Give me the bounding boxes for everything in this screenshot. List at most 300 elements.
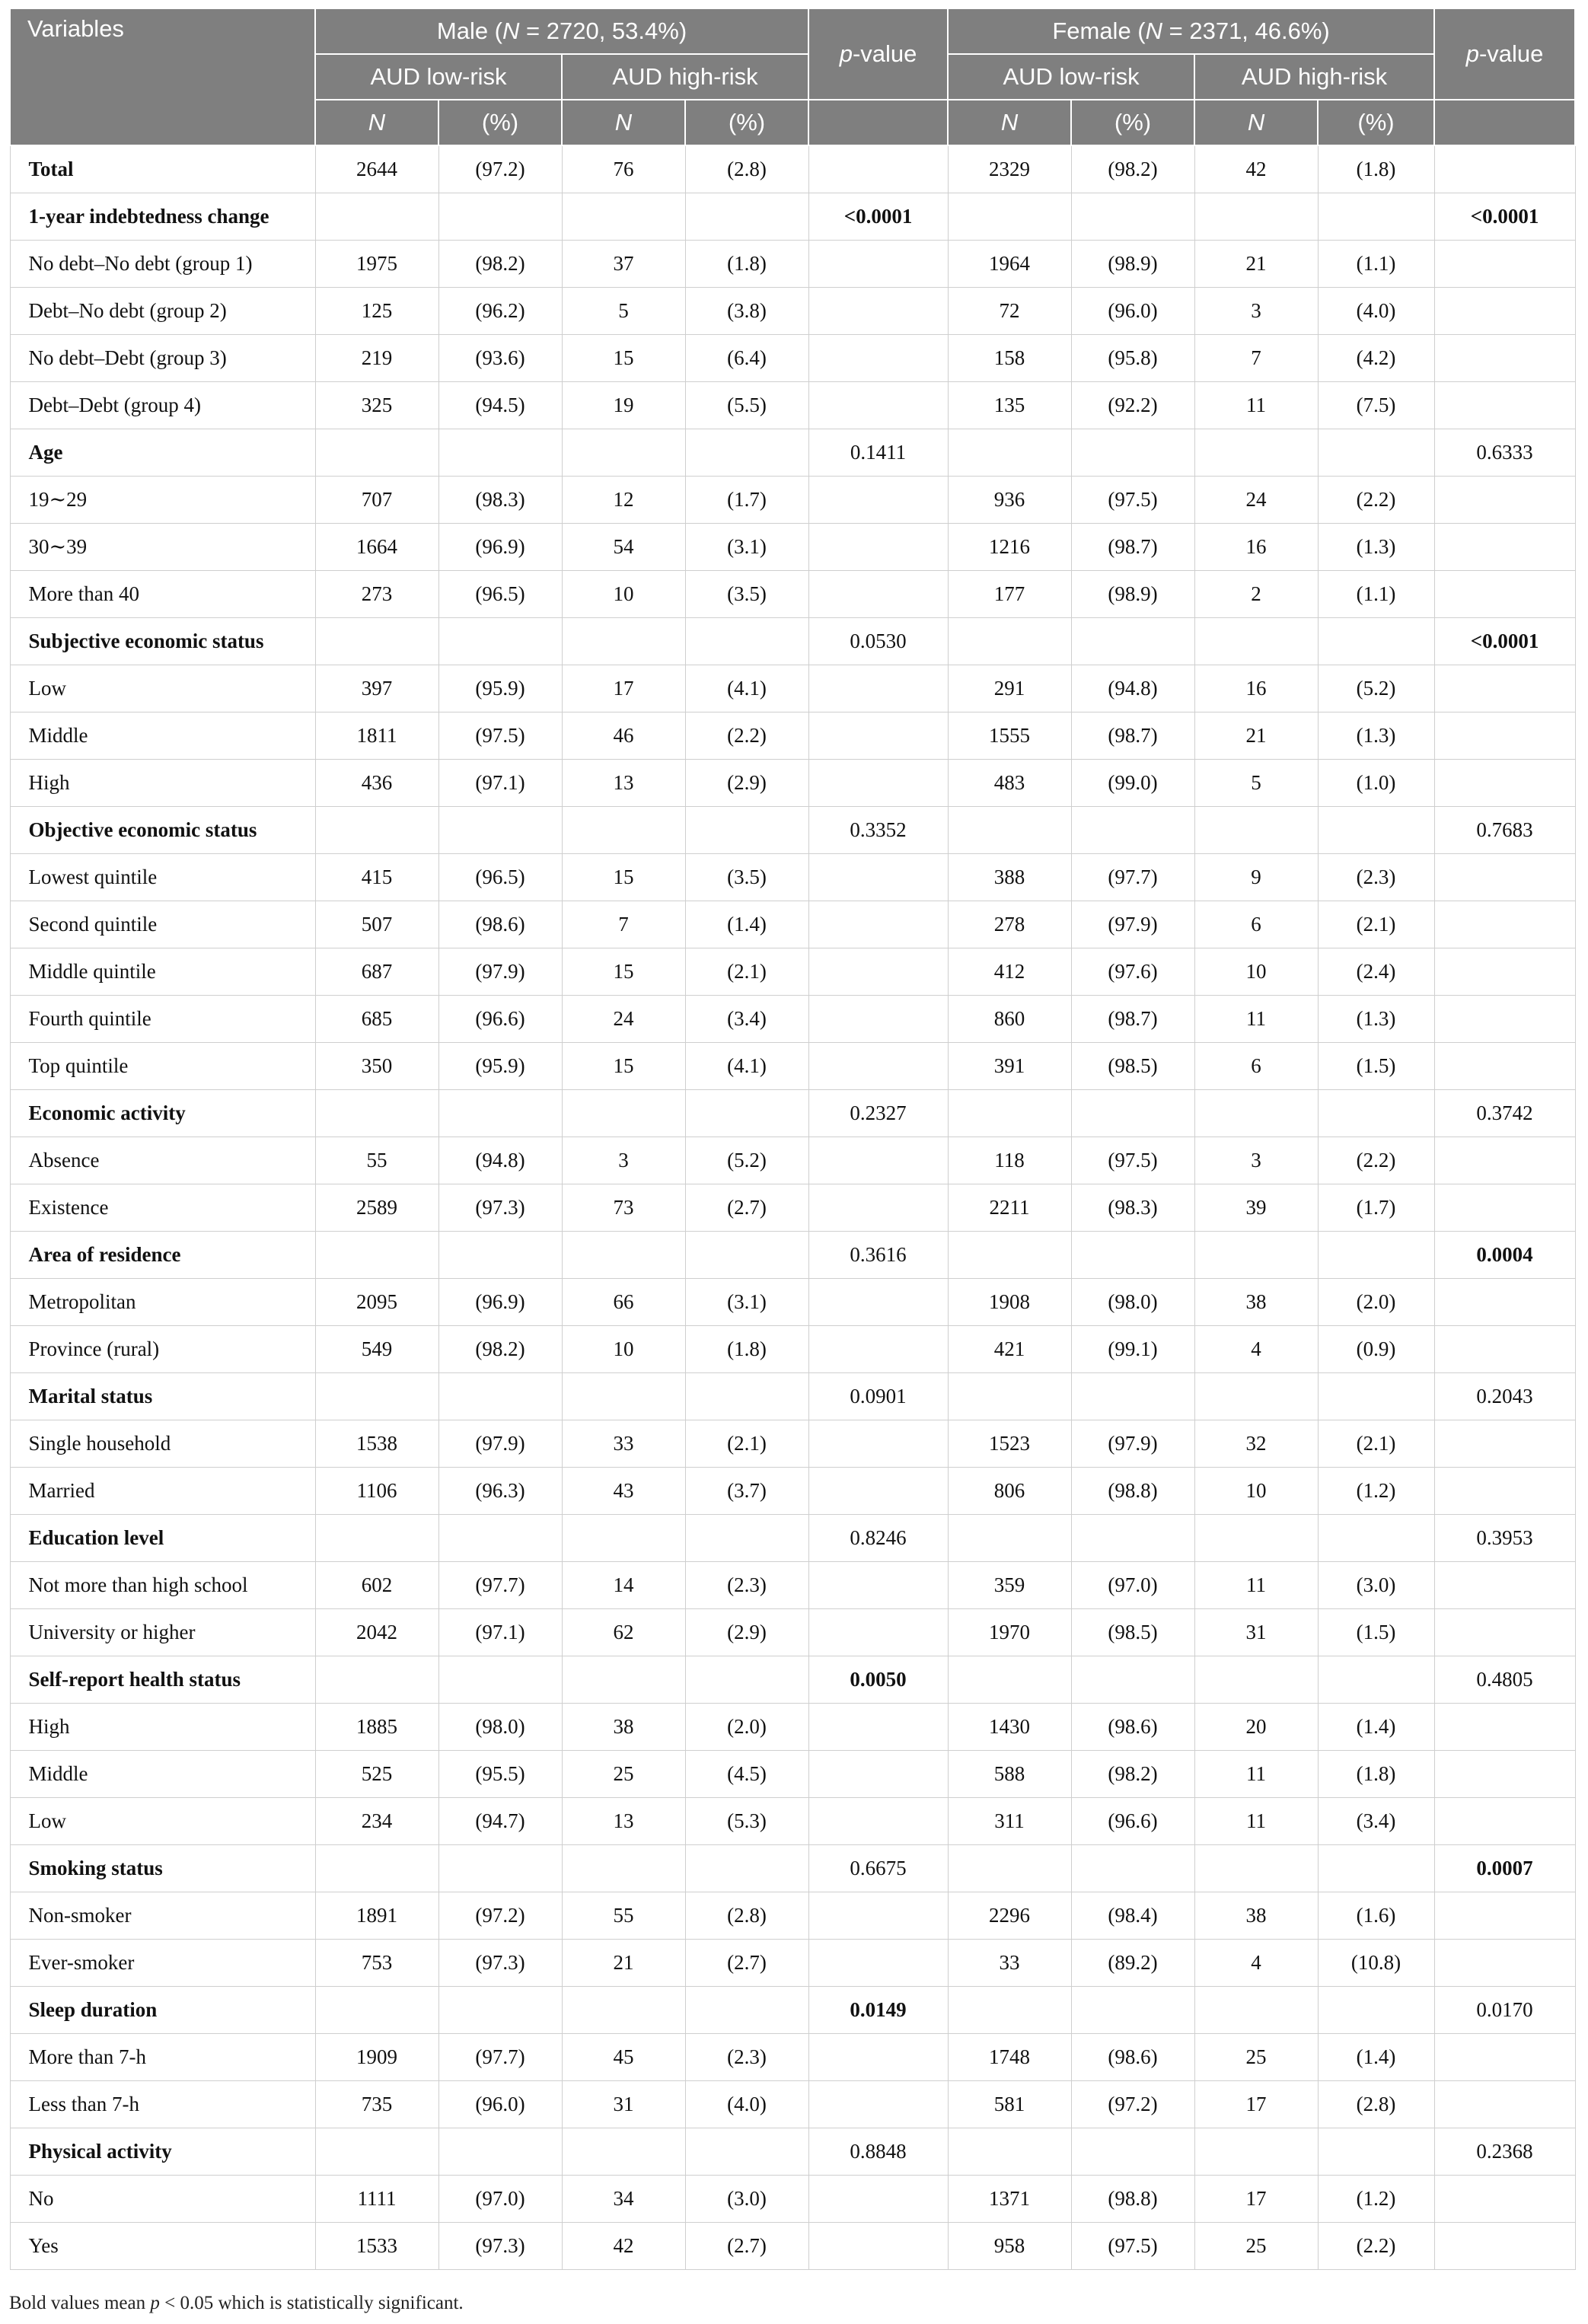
table-cell: (97.9): [438, 1420, 562, 1468]
table-cell: (96.3): [438, 1468, 562, 1515]
table-cell: (96.6): [438, 996, 562, 1043]
table-cell: [315, 807, 438, 854]
table-cell: 72: [948, 288, 1071, 335]
p-value-cell: [1434, 1751, 1575, 1798]
header-n: N: [948, 100, 1071, 145]
table-cell: (2.7): [685, 1184, 808, 1232]
table-cell: (3.4): [1318, 1798, 1434, 1845]
table-cell: 2211: [948, 1184, 1071, 1232]
table-cell: [1318, 1987, 1434, 2034]
p-value-cell: [808, 1420, 948, 1468]
table-cell: 55: [315, 1137, 438, 1184]
table-cell: (97.3): [438, 1940, 562, 1987]
p-value-cell: [808, 1751, 948, 1798]
table-cell: [1194, 429, 1318, 477]
table-cell: (1.8): [1318, 1751, 1434, 1798]
table-cell: 388: [948, 854, 1071, 901]
table-cell: 54: [562, 524, 685, 571]
table-cell: [438, 1373, 562, 1420]
table-cell: 6: [1194, 901, 1318, 948]
table-cell: 24: [1194, 477, 1318, 524]
table-cell: [1071, 1656, 1194, 1704]
row-label: Age: [10, 429, 315, 477]
header-female-low-risk: AUD low-risk: [948, 54, 1194, 100]
p-value-cell: 0.2368: [1434, 2128, 1575, 2176]
table-cell: (94.8): [438, 1137, 562, 1184]
section-row: [10, 1373, 1575, 1420]
p-value-cell: [808, 288, 948, 335]
p-value-cell: [1434, 571, 1575, 618]
table-cell: 25: [1194, 2034, 1318, 2081]
table-cell: 17: [1194, 2176, 1318, 2223]
header-n: N: [562, 100, 685, 145]
table-cell: 3: [562, 1137, 685, 1184]
table-cell: [1194, 1845, 1318, 1892]
table-cell: (1.8): [685, 1326, 808, 1373]
row-label: More than 40: [10, 571, 315, 618]
table-cell: 43: [562, 1468, 685, 1515]
table-cell: (94.5): [438, 382, 562, 429]
header-pct: (%): [438, 100, 562, 145]
p-value-cell: [808, 2081, 948, 2128]
row-label: Province (rural): [10, 1326, 315, 1373]
table-cell: (2.8): [685, 145, 808, 193]
table-cell: 17: [1194, 2081, 1318, 2128]
p-value-cell: 0.3352: [808, 807, 948, 854]
table-cell: 415: [315, 854, 438, 901]
table-cell: [948, 1987, 1071, 2034]
table-cell: 273: [315, 571, 438, 618]
table-cell: (1.4): [1318, 1704, 1434, 1751]
section-row: [10, 618, 1575, 665]
row-label: High: [10, 1704, 315, 1751]
table-cell: (3.4): [685, 996, 808, 1043]
table-cell: 177: [948, 571, 1071, 618]
table-cell: (98.7): [1071, 996, 1194, 1043]
table-cell: (2.1): [685, 948, 808, 996]
table-cell: 32: [1194, 1420, 1318, 1468]
p-value-cell: 0.0530: [808, 618, 948, 665]
p-value-cell: [1434, 335, 1575, 382]
table-cell: 1908: [948, 1279, 1071, 1326]
table-cell: (98.3): [438, 477, 562, 524]
table-cell: 10: [562, 1326, 685, 1373]
footnote-after: < 0.05 which is statistically significant.: [159, 2293, 464, 2313]
table-cell: 42: [562, 2223, 685, 2270]
table-cell: 1964: [948, 241, 1071, 288]
table-cell: (2.8): [1318, 2081, 1434, 2128]
row-label: Economic activity: [10, 1090, 315, 1137]
table-cell: [685, 2128, 808, 2176]
p-value-cell: [808, 1468, 948, 1515]
table-cell: (1.7): [1318, 1184, 1434, 1232]
p-value-cell: [808, 665, 948, 713]
table-cell: 17: [562, 665, 685, 713]
pvalue-rest: -value: [852, 40, 917, 67]
p-value-cell: 0.1411: [808, 429, 948, 477]
table-cell: 15: [562, 948, 685, 996]
table-cell: [438, 807, 562, 854]
row-label: Middle: [10, 1751, 315, 1798]
table-row: [10, 382, 1575, 429]
table-cell: [315, 1845, 438, 1892]
row-label: Existence: [10, 1184, 315, 1232]
p-value-cell: [1434, 1562, 1575, 1609]
table-cell: [1071, 1987, 1194, 2034]
table-cell: [562, 193, 685, 241]
table-cell: 33: [948, 1940, 1071, 1987]
p-value-cell: 0.2043: [1434, 1373, 1575, 1420]
p-value-cell: [808, 335, 948, 382]
table-cell: (1.0): [1318, 760, 1434, 807]
p-value-cell: [1434, 145, 1575, 193]
table-cell: (3.1): [685, 1279, 808, 1326]
table-cell: 13: [562, 1798, 685, 1845]
table-cell: (1.4): [1318, 2034, 1434, 2081]
p-value-cell: [1434, 1704, 1575, 1751]
table-cell: (2.1): [1318, 1420, 1434, 1468]
table-cell: (2.4): [1318, 948, 1434, 996]
table-cell: (2.9): [685, 1609, 808, 1656]
table-cell: 1664: [315, 524, 438, 571]
header-pvalue-spacer: [1434, 100, 1575, 145]
table-cell: 3: [1194, 1137, 1318, 1184]
p-value-cell: [1434, 1184, 1575, 1232]
table-row: [10, 571, 1575, 618]
table-cell: (3.5): [685, 571, 808, 618]
table-cell: (95.5): [438, 1751, 562, 1798]
table-cell: 958: [948, 2223, 1071, 2270]
table-cell: [315, 1232, 438, 1279]
table-cell: (98.5): [1071, 1609, 1194, 1656]
table-cell: 311: [948, 1798, 1071, 1845]
p-value-cell: [808, 1940, 948, 1987]
row-label: 19∼29: [10, 477, 315, 524]
p-value-cell: [808, 854, 948, 901]
p-value-cell: 0.0901: [808, 1373, 948, 1420]
row-label: No debt–Debt (group 3): [10, 335, 315, 382]
row-label: No debt–No debt (group 1): [10, 241, 315, 288]
table-cell: 1523: [948, 1420, 1071, 1468]
table-cell: (3.7): [685, 1468, 808, 1515]
table-cell: 602: [315, 1562, 438, 1609]
table-cell: 38: [1194, 1279, 1318, 1326]
table-cell: 1533: [315, 2223, 438, 2270]
footnote-p: p: [150, 2293, 160, 2313]
p-value-cell: [808, 948, 948, 996]
row-label: 1-year indebtedness change: [10, 193, 315, 241]
table-cell: (96.6): [1071, 1798, 1194, 1845]
table-cell: (2.7): [685, 1940, 808, 1987]
table-cell: [438, 1090, 562, 1137]
p-value-cell: [808, 1279, 948, 1326]
section-row: [10, 1656, 1575, 1704]
table-cell: 412: [948, 948, 1071, 996]
table-cell: 234: [315, 1798, 438, 1845]
table-cell: 21: [1194, 713, 1318, 760]
p-value-cell: [808, 2034, 948, 2081]
table-cell: [315, 618, 438, 665]
table-cell: 1430: [948, 1704, 1071, 1751]
table-cell: [685, 1987, 808, 2034]
table-row: [10, 477, 1575, 524]
row-label: Middle: [10, 713, 315, 760]
table-cell: 421: [948, 1326, 1071, 1373]
row-label: No: [10, 2176, 315, 2223]
table-cell: [685, 193, 808, 241]
table-row: [10, 665, 1575, 713]
header-male-prefix: Male (: [436, 18, 503, 44]
table-cell: 1970: [948, 1609, 1071, 1656]
table-cell: (98.6): [1071, 2034, 1194, 2081]
table-cell: 45: [562, 2034, 685, 2081]
table-cell: (2.2): [685, 713, 808, 760]
table-cell: 37: [562, 241, 685, 288]
header-pct: (%): [1071, 100, 1194, 145]
table-cell: [562, 1656, 685, 1704]
table-cell: [438, 1845, 562, 1892]
row-label: Yes: [10, 2223, 315, 2270]
table-cell: [1194, 1373, 1318, 1420]
table-cell: (4.1): [685, 1043, 808, 1090]
table-cell: (98.3): [1071, 1184, 1194, 1232]
row-label: Self-report health status: [10, 1656, 315, 1704]
p-value-cell: [808, 1704, 948, 1751]
table-cell: 549: [315, 1326, 438, 1373]
table-cell: (96.0): [1071, 288, 1194, 335]
table-cell: 11: [1194, 1562, 1318, 1609]
row-label: Low: [10, 1798, 315, 1845]
table-cell: 11: [1194, 382, 1318, 429]
p-value-cell: [808, 571, 948, 618]
header-variables: Variables: [10, 8, 315, 145]
p-value-cell: [808, 901, 948, 948]
header-pvalue-spacer: [808, 100, 948, 145]
table-cell: 62: [562, 1609, 685, 1656]
table-cell: [685, 807, 808, 854]
row-label: Metropolitan: [10, 1279, 315, 1326]
row-label: Smoking status: [10, 1845, 315, 1892]
table-cell: 55: [562, 1892, 685, 1940]
table-cell: (2.0): [685, 1704, 808, 1751]
table-cell: 158: [948, 335, 1071, 382]
table-body: [10, 145, 1575, 2270]
table-cell: 38: [1194, 1892, 1318, 1940]
row-label: Debt–No debt (group 2): [10, 288, 315, 335]
table-cell: [1194, 1090, 1318, 1137]
table-cell: (98.8): [1071, 1468, 1194, 1515]
table-cell: (94.8): [1071, 665, 1194, 713]
table-header: [10, 8, 1575, 145]
table-cell: (3.8): [685, 288, 808, 335]
table-cell: (2.3): [685, 2034, 808, 2081]
row-label: Physical activity: [10, 2128, 315, 2176]
table-cell: 16: [1194, 524, 1318, 571]
table-cell: [948, 1232, 1071, 1279]
table-cell: 685: [315, 996, 438, 1043]
table-cell: (1.8): [685, 241, 808, 288]
table-cell: (95.9): [438, 665, 562, 713]
table-cell: 5: [1194, 760, 1318, 807]
table-cell: 1748: [948, 2034, 1071, 2081]
section-row: [10, 193, 1575, 241]
p-value-cell: [1434, 996, 1575, 1043]
table-cell: (97.3): [438, 2223, 562, 2270]
table-row: [10, 1704, 1575, 1751]
table-cell: 1909: [315, 2034, 438, 2081]
table-cell: 525: [315, 1751, 438, 1798]
table-row: [10, 1892, 1575, 1940]
pvalue-rest: -value: [1478, 40, 1544, 67]
table-cell: [1318, 1515, 1434, 1562]
table-cell: [1071, 429, 1194, 477]
table-cell: (96.5): [438, 854, 562, 901]
table-cell: (97.7): [438, 2034, 562, 2081]
table-cell: [562, 2128, 685, 2176]
table-cell: (98.2): [438, 241, 562, 288]
table-cell: (6.4): [685, 335, 808, 382]
p-value-cell: [808, 1892, 948, 1940]
p-value-cell: 0.7683: [1434, 807, 1575, 854]
table-cell: [1071, 1845, 1194, 1892]
table-cell: 588: [948, 1751, 1071, 1798]
table-cell: [315, 1656, 438, 1704]
p-value-cell: [808, 524, 948, 571]
row-label: Marital status: [10, 1373, 315, 1420]
table-cell: (1.2): [1318, 2176, 1434, 2223]
table-cell: 25: [562, 1751, 685, 1798]
header-male-low-risk: AUD low-risk: [315, 54, 562, 100]
table-cell: [1071, 193, 1194, 241]
table-row: [10, 1043, 1575, 1090]
table-cell: (5.2): [1318, 665, 1434, 713]
table-cell: 483: [948, 760, 1071, 807]
table-cell: (98.8): [1071, 2176, 1194, 2223]
p-value-cell: [808, 1137, 948, 1184]
header-n: N: [315, 100, 438, 145]
table-cell: [562, 1090, 685, 1137]
p-value-cell: [1434, 1798, 1575, 1845]
p-value-cell: 0.4805: [1434, 1656, 1575, 1704]
table-cell: 2: [1194, 571, 1318, 618]
table-cell: (97.9): [438, 948, 562, 996]
p-value-cell: [1434, 854, 1575, 901]
table-cell: 2644: [315, 145, 438, 193]
table-cell: 21: [1194, 241, 1318, 288]
section-row: [10, 1845, 1575, 1892]
header-female-high-risk: AUD high-risk: [1194, 54, 1434, 100]
table-row: [10, 2176, 1575, 2223]
p-value-cell: [808, 760, 948, 807]
header-n: N: [1194, 100, 1318, 145]
section-row: [10, 429, 1575, 477]
pvalue-p: p: [1465, 40, 1479, 67]
table-cell: (95.9): [438, 1043, 562, 1090]
row-label: Debt–Debt (group 4): [10, 382, 315, 429]
table-cell: 1538: [315, 1420, 438, 1468]
table-cell: [948, 1373, 1071, 1420]
table-cell: 1111: [315, 2176, 438, 2223]
row-label: University or higher: [10, 1609, 315, 1656]
table-cell: 33: [562, 1420, 685, 1468]
table-cell: [315, 1090, 438, 1137]
table-cell: 6: [1194, 1043, 1318, 1090]
table-cell: [1071, 1090, 1194, 1137]
table-cell: 219: [315, 335, 438, 382]
table-cell: [1071, 1373, 1194, 1420]
table-cell: 15: [562, 335, 685, 382]
table-cell: 118: [948, 1137, 1071, 1184]
table-cell: [1318, 1232, 1434, 1279]
table-cell: (98.2): [1071, 1751, 1194, 1798]
table-cell: (97.5): [438, 713, 562, 760]
table-cell: (1.1): [1318, 571, 1434, 618]
p-value-cell: <0.0001: [1434, 193, 1575, 241]
table-cell: [685, 429, 808, 477]
table-cell: [1071, 1232, 1194, 1279]
table-cell: [685, 618, 808, 665]
table-cell: 31: [562, 2081, 685, 2128]
p-value-cell: [808, 1184, 948, 1232]
table-cell: 4: [1194, 1940, 1318, 1987]
table-cell: [948, 1845, 1071, 1892]
table-cell: 397: [315, 665, 438, 713]
table-cell: 7: [1194, 335, 1318, 382]
table-cell: [562, 618, 685, 665]
table-cell: (98.9): [1071, 571, 1194, 618]
table-cell: (97.1): [438, 760, 562, 807]
table-cell: (1.8): [1318, 145, 1434, 193]
table-cell: 66: [562, 1279, 685, 1326]
table-cell: 46: [562, 713, 685, 760]
p-value-cell: [808, 382, 948, 429]
row-label: Area of residence: [10, 1232, 315, 1279]
table-cell: (1.4): [685, 901, 808, 948]
table-cell: 125: [315, 288, 438, 335]
table-cell: 735: [315, 2081, 438, 2128]
table-cell: 14: [562, 1562, 685, 1609]
table-cell: [562, 807, 685, 854]
table-cell: [562, 1515, 685, 1562]
table-cell: 391: [948, 1043, 1071, 1090]
table-cell: [1194, 1515, 1318, 1562]
table-row: [10, 335, 1575, 382]
table-cell: 359: [948, 1562, 1071, 1609]
header-female-prefix: Female (: [1052, 18, 1146, 44]
p-value-cell: [808, 2176, 948, 2223]
table-row: [10, 1420, 1575, 1468]
p-value-cell: [1434, 665, 1575, 713]
table-cell: (2.0): [1318, 1279, 1434, 1326]
table-cell: 936: [948, 477, 1071, 524]
table-cell: 2589: [315, 1184, 438, 1232]
table-cell: 20: [1194, 1704, 1318, 1751]
table-cell: (1.6): [1318, 1892, 1434, 1940]
table-cell: [1071, 618, 1194, 665]
section-row: [10, 1090, 1575, 1137]
table-cell: [948, 1090, 1071, 1137]
p-value-cell: [1434, 1420, 1575, 1468]
row-label: High: [10, 760, 315, 807]
p-value-cell: 0.0170: [1434, 1987, 1575, 2034]
table-cell: [562, 1987, 685, 2034]
table-row: [10, 948, 1575, 996]
table-cell: [1194, 1656, 1318, 1704]
table-cell: [438, 1232, 562, 1279]
table-cell: [315, 2128, 438, 2176]
p-value-cell: [808, 241, 948, 288]
p-value-cell: [1434, 524, 1575, 571]
